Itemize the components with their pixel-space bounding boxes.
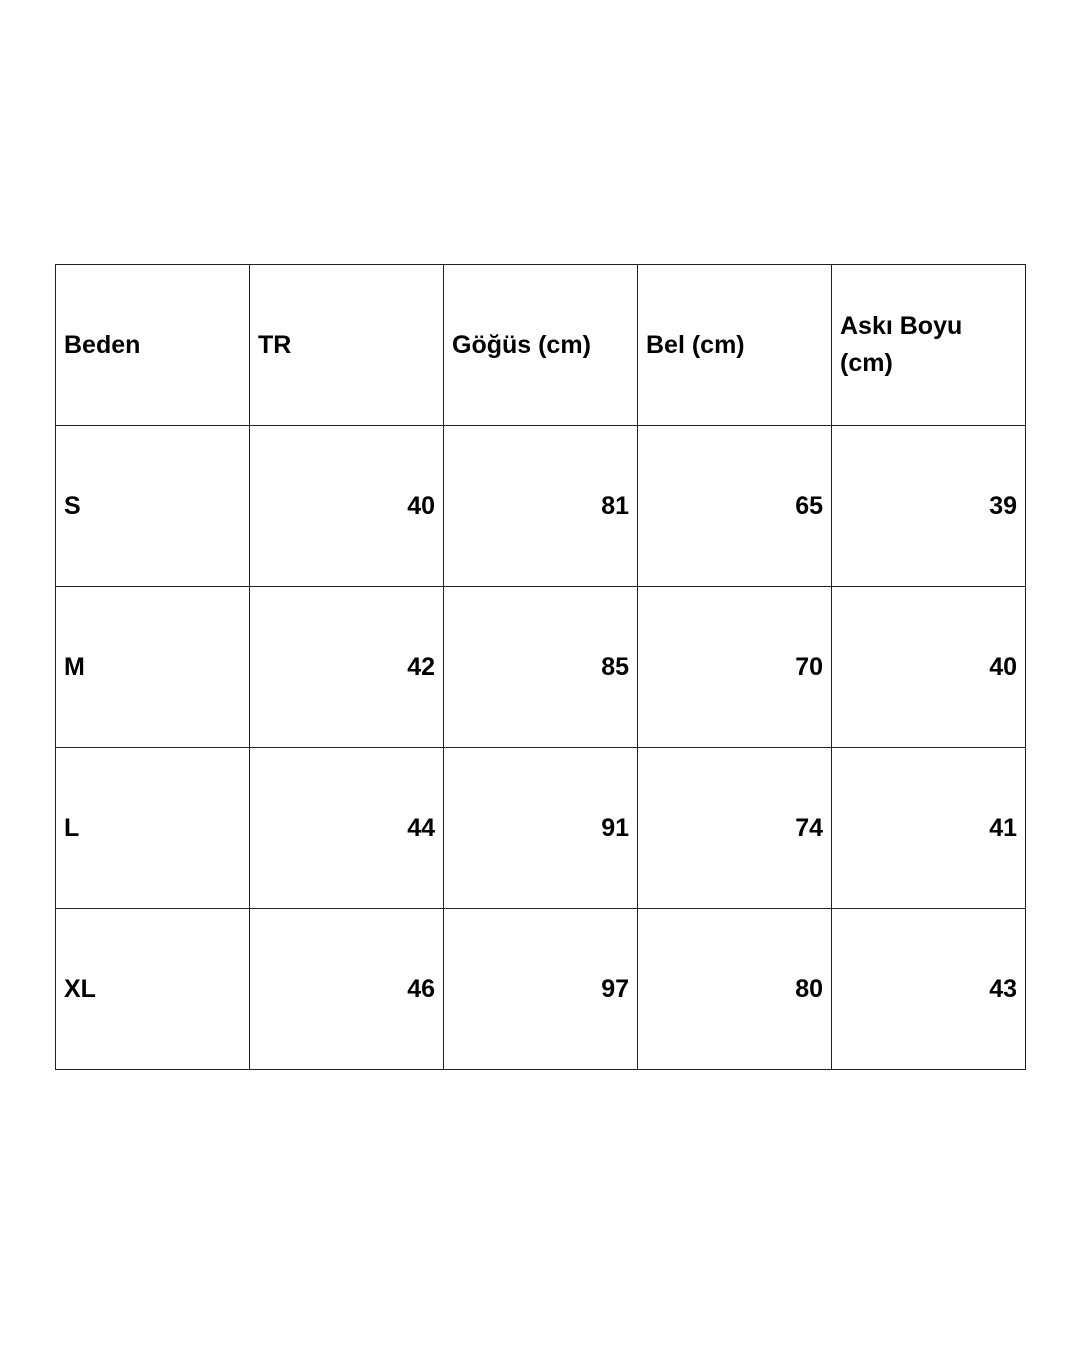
table-row	[56, 748, 1026, 909]
tr-cell: 46	[250, 909, 444, 1070]
table-row	[56, 909, 1026, 1070]
aski-boyu-cell: 40	[832, 587, 1026, 748]
header-cell-bel: Bel (cm)	[638, 265, 832, 426]
size-cell: L	[56, 748, 250, 909]
size-chart-table	[55, 264, 1026, 1070]
gogus-cell: 81	[444, 426, 638, 587]
gogus-cell: 97	[444, 909, 638, 1070]
aski-boyu-cell: 39	[832, 426, 1026, 587]
tr-cell: 42	[250, 587, 444, 748]
size-cell: M	[56, 587, 250, 748]
table-row	[56, 426, 1026, 587]
table-row	[56, 587, 1026, 748]
header-cell-gogus: Göğüs (cm)	[444, 265, 638, 426]
aski-boyu-cell: 41	[832, 748, 1026, 909]
gogus-cell: 91	[444, 748, 638, 909]
bel-cell: 70	[638, 587, 832, 748]
tr-cell: 40	[250, 426, 444, 587]
size-cell: S	[56, 426, 250, 587]
tr-cell: 44	[250, 748, 444, 909]
bel-cell: 74	[638, 748, 832, 909]
bel-cell: 65	[638, 426, 832, 587]
gogus-cell: 85	[444, 587, 638, 748]
bel-cell: 80	[638, 909, 832, 1070]
aski-boyu-cell: 43	[832, 909, 1026, 1070]
header-cell-tr: TR	[250, 265, 444, 426]
size-cell: XL	[56, 909, 250, 1070]
header-cell-aski-boyu: Askı Boyu (cm)	[832, 265, 1026, 426]
header-cell-beden: Beden	[56, 265, 250, 426]
table-header-row	[56, 265, 1026, 426]
